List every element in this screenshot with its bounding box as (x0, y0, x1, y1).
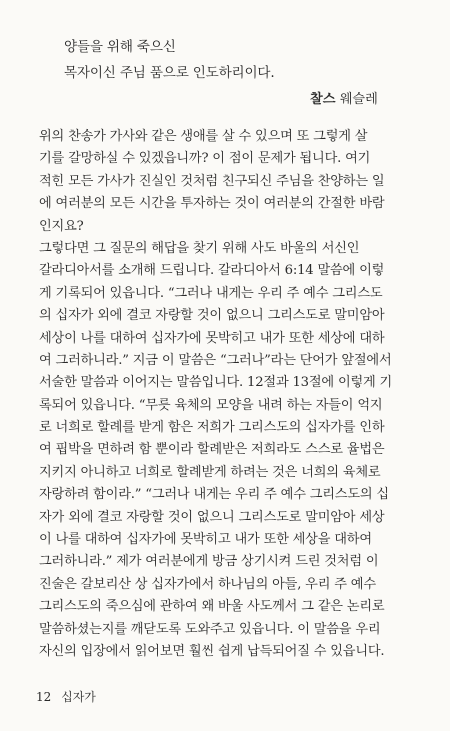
paragraph-1 (39, 126, 417, 238)
paragraph-2 (39, 238, 417, 663)
text-line: 위의 찬송가 가사와 같은 생애를 살 수 있으며 또 그렇게 살 (39, 129, 368, 144)
text-line: 에 여러분의 모든 시간을 투자하는 것이 여러분의 간절한 바람 (39, 196, 385, 212)
text-line: 인지요? (39, 218, 84, 234)
author-last-name: 웨슬레 (339, 92, 378, 107)
text-line: 그리스도의 죽으심에 관하여 왜 바울 사도께서 그 같은 논리로 (39, 599, 385, 615)
text-line: 기를 갈망하실 수 있겠읍니까? 이 점이 문제가 됩니다. 여기 (39, 151, 371, 167)
text-line: 그렇다면 그 질문의 해답을 찾기 위해 사도 바울의 서신인 (39, 240, 360, 256)
text-line: 그러하니라.” 제가 여러분에게 방금 상기시켜 드린 것처럼 이 (39, 554, 379, 570)
text-line: 이 나를 대하여 십자가에 못박히고 내가 또한 세상을 대하여 (39, 532, 372, 548)
text-line: 자랑하려 함이라.” “그러나 내게는 우리 주 예수 그리스도의 십 (39, 487, 389, 503)
text-line: 갈라디아서를 소개해 드립니다. 갈라디아서 6:14 말씀에 이렇 (39, 263, 385, 279)
text-line: 지키지 아니하고 너희로 할례받게 하려는 것은 너희의 육체로 (39, 464, 381, 480)
text-line: 여 핍박을 면하려 함 뿐이라 할례받은 저희라도 스스로 율법은 (39, 442, 385, 458)
poem-line: 양들을 위해 죽으신 (64, 39, 176, 55)
poem-author (310, 90, 378, 110)
text-line: 말씀하셨는지를 깨닫도록 도와주고 있읍니다. 이 말씀을 우리 (39, 621, 381, 637)
running-title: 십자가 (61, 690, 96, 704)
page-number: 12 (36, 690, 52, 704)
text-line: 여 그러하니라.” 지금 이 말씀은 “그러나”라는 단어가 앞절에서 (39, 352, 392, 368)
poem-line: 목자이신 주님 품으로 인도하리이다. (64, 65, 275, 81)
text-line: 서술한 말씀과 이어지는 말씀입니다. 12절과 13절에 이렇게 기 (39, 375, 393, 391)
author-first-name: 찰스 (310, 92, 336, 107)
text-line: 세상이 나를 대하여 십자가에 못박히고 내가 또한 세상에 대하 (39, 330, 385, 346)
text-line: 적힌 모든 가사가 진실인 것처럼 친구되신 주님을 찬양하는 일 (39, 173, 385, 189)
text-line: 게 기록되어 있읍니다. “그러나 내게는 우리 주 예수 그리스도 (39, 285, 383, 301)
text-line: 로 너희로 할례를 받게 함은 저희가 그리스도의 십자가를 인하 (39, 420, 385, 436)
page-footer (36, 688, 96, 705)
body-text (39, 126, 417, 663)
poem-excerpt (64, 34, 274, 86)
text-line: 록되어 있읍니다. “무릇 육체의 모양을 내려 하는 자들이 억지 (39, 397, 383, 413)
text-line: 자신의 입장에서 읽어보면 훨씬 쉽게 납득되어질 수 있읍니다. (39, 643, 385, 659)
text-line: 자가 외에 결코 자랑할 것이 없으니 그리스도로 말미암아 세상 (39, 509, 385, 525)
text-line: 진술은 갈보리산 상 십자가에서 하나님의 아들, 우리 주 예수 (39, 576, 376, 592)
text-line: 의 십자가 외에 결코 자랑할 것이 없으니 그리스도로 말미암아 (39, 308, 385, 324)
